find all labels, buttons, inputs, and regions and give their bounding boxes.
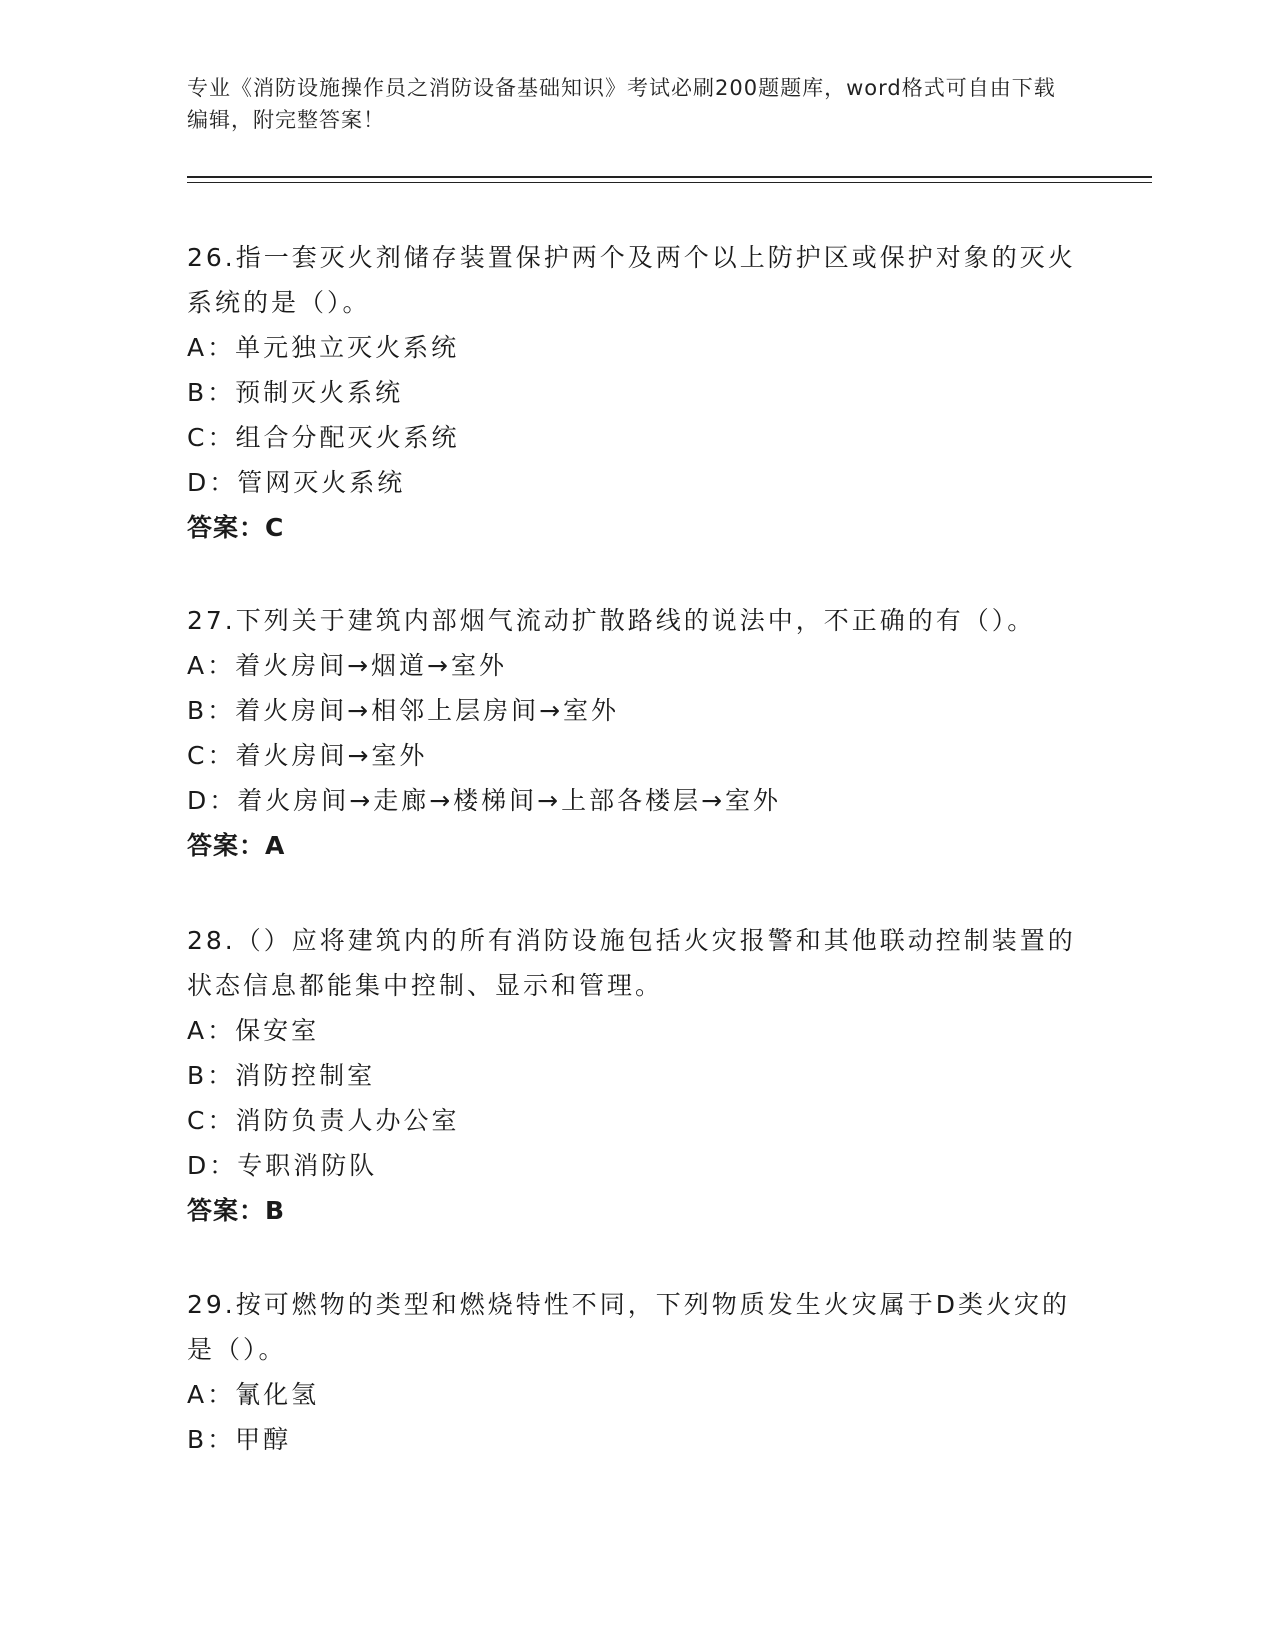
question-28: [187, 918, 1077, 1233]
option-c: C：着火房间→室外: [187, 741, 428, 770]
header-divider-thin: [187, 182, 1152, 183]
option-b: B：着火房间→相邻上层房间→室外: [187, 696, 620, 725]
question-stem: 29.按可燃物的类型和燃烧特性不同，下列物质发生火灾属于D类火灾的是（）。: [187, 1290, 1071, 1364]
answer: 答案：C: [187, 513, 285, 542]
option-c: C：消防负责人办公室: [187, 1106, 460, 1135]
question-26: [187, 235, 1077, 550]
option-b: B：甲醇: [187, 1425, 292, 1454]
question-stem: 28.（）应将建筑内的所有消防设施包括火灾报警和其他联动控制装置的状态信息都能集中控制、显示和管理。: [187, 926, 1076, 1000]
option-b: B：消防控制室: [187, 1061, 376, 1090]
document-header: 专业《消防设施操作员之消防设备基础知识》考试必刷200题题库，word格式可自由下载编辑，附完整答案！: [187, 76, 1056, 132]
option-a: A：单元独立灭火系统: [187, 333, 460, 362]
question-stem: 26.指一套灭火剂储存装置保护两个及两个以上防护区或保护对象的灭火系统的是（）。: [187, 243, 1076, 317]
question-29: [187, 1282, 1077, 1462]
option-a: A：氰化氢: [187, 1380, 320, 1409]
option-d: D：专职消防队: [187, 1151, 378, 1180]
answer: 答案：B: [187, 1196, 286, 1225]
header-divider-thick: [187, 176, 1152, 178]
option-d: D：着火房间→走廊→楼梯间→上部各楼层→室外: [187, 786, 782, 815]
question-stem: 27.下列关于建筑内部烟气流动扩散路线的说法中，不正确的有（）。: [187, 606, 1036, 635]
option-d: D：管网灭火系统: [187, 468, 406, 497]
option-b: B：预制灭火系统: [187, 378, 404, 407]
answer: 答案：A: [187, 831, 286, 860]
option-a: A：保安室: [187, 1016, 320, 1045]
option-c: C：组合分配灭火系统: [187, 423, 460, 452]
question-27: [187, 598, 1077, 868]
option-a: A：着火房间→烟道→室外: [187, 651, 507, 680]
